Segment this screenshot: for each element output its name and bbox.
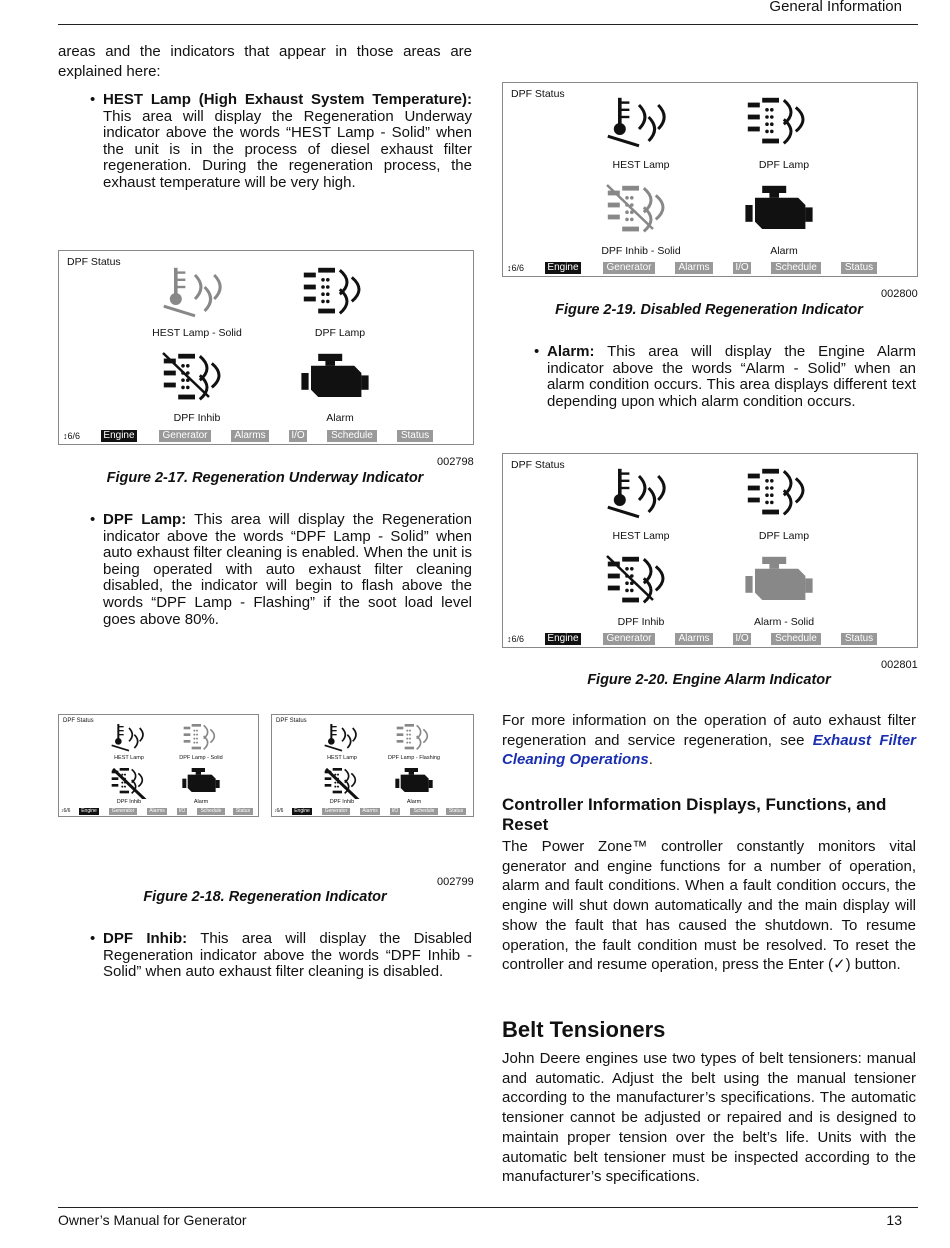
bullet-hest <box>90 91 472 192</box>
figure-number: 002801 <box>881 659 918 671</box>
page-number: 13 <box>886 1212 902 1228</box>
hest-label: HEST Lamp <box>327 755 357 761</box>
panel-title: DPF Status <box>511 459 565 471</box>
engine-alarm-icon <box>394 765 434 799</box>
footer-manual-title: Owner’s Manual for Generator <box>58 1212 247 1228</box>
engine-alarm-icon <box>181 765 221 799</box>
bullet-text: This area will display the Disabled Regeneration indicator above the words “DPF Inhib - Solid” when auto exhaust filter cleaning is disabled. <box>103 930 472 981</box>
tab-bar <box>503 262 917 277</box>
bullet-text: This area will display the Regeneration Underway indicator above the words “HEST Lamp - Solid” when the unit is in the process of diesel exhaust filter regeneration. During the regeneration process, the exhaust temperature will be very high. <box>103 107 472 191</box>
dpf-inhib-label: DPF Inhib <box>173 412 221 424</box>
alarm-label: Alarm <box>326 412 354 424</box>
panel-title: DPF Status <box>511 88 565 100</box>
hest-label: HEST Lamp - Solid <box>152 327 242 339</box>
more-info-end: . <box>648 751 653 769</box>
bullet-dot: • <box>90 930 96 947</box>
hest-lamp-icon <box>603 464 675 524</box>
tab-engine: Engine <box>545 262 581 274</box>
tab-bar <box>272 808 473 816</box>
figure-2-18-panel-b <box>271 714 474 817</box>
page-indicator: ↕6/6 <box>507 263 525 273</box>
intro-text: areas and the indicators that appear in those areas are explained here: <box>58 43 472 80</box>
page-indicator: ↕6/6 <box>63 431 81 441</box>
dpf-lamp-icon <box>743 93 815 153</box>
tab-alarms: Alarms <box>675 633 713 645</box>
tab-engine: Engine <box>292 808 312 815</box>
tab-alarms: Alarms <box>147 808 167 815</box>
figure-number: 002798 <box>437 456 474 468</box>
bullet-term: Alarm: <box>547 343 595 360</box>
dpf-inhib-icon <box>159 349 231 409</box>
tab-schedule: Schedule <box>771 633 821 645</box>
tab-schedule: Schedule <box>410 808 438 815</box>
tab-generator: Generator <box>159 430 211 442</box>
dpf-lamp-label: DPF Lamp <box>758 530 810 542</box>
tab-schedule: Schedule <box>771 262 821 274</box>
page-indicator: ↕6/6 <box>61 808 71 814</box>
page-indicator: ↕6/6 <box>507 634 525 644</box>
tab-status: Status <box>233 808 253 815</box>
more-info-paragraph <box>502 711 916 770</box>
figure-2-20-caption: Figure 2-20. Engine Alarm Indicator <box>587 672 831 688</box>
tab-engine: Engine <box>79 808 99 815</box>
hest-lamp-icon <box>322 721 362 755</box>
bullet-text: This area will display the Regeneration indicator above the words “DPF Lamp - Solid” when auto exhaust filter cleaning is enabled. When the unit is being operated with auto exhaust filter cleaning disabled, the indicator will begin to flash above the words “DPF Lamp - Flashing” if the soot load level goes above 80%. <box>103 511 472 628</box>
alarm-label: Alarm <box>770 245 798 257</box>
engine-alarm-icon <box>743 181 815 241</box>
bullet-dot: • <box>90 91 96 108</box>
figure-2-18-panel-a <box>58 714 259 817</box>
page-indicator: ↕6/6 <box>274 808 284 814</box>
figure-2-17-panel <box>58 250 474 445</box>
figure-number: 002799 <box>437 876 474 888</box>
dpf-inhib-label: DPF Inhib <box>329 799 355 805</box>
panel-title: DPF Status <box>67 256 121 268</box>
tab-alarms: Alarms <box>231 430 269 442</box>
tab-status: Status <box>841 262 877 274</box>
dpf-inhib-label: DPF Inhib <box>116 799 142 805</box>
section-title: General Information <box>769 0 902 15</box>
dpf-inhib-icon <box>603 181 675 241</box>
tab-io: I/O <box>178 808 186 814</box>
alarm-label: Alarm <box>193 799 209 805</box>
exhaust-filter-link[interactable]: Exhaust Filter Cleaning Operations <box>502 731 916 769</box>
dpf-inhib-label: DPF Inhib <box>617 616 665 628</box>
hest-lamp-icon <box>603 93 675 153</box>
tab-generator: Generator <box>109 808 137 815</box>
tab-io: I/O <box>289 430 307 442</box>
bullet-term: HEST Lamp (High Exhaust System Temperature): <box>103 91 472 108</box>
dpf-lamp-label: DPF Lamp <box>758 159 810 171</box>
dpf-lamp-icon <box>181 721 221 755</box>
bullet-alarm <box>534 343 916 410</box>
tab-bar <box>59 430 473 445</box>
dpf-lamp-icon <box>394 721 434 755</box>
controller-text: The Power Zone™ controller constantly monitors vital generator and engine functions for a number of operation, alarm and fault conditions. When a fault condition occurs, the engine will shut down automatically and the main display will show the fault that has caused the shutdown. To resume operation, the fault condition must be resolved. To reset the controller and resume operation, press the Enter (✓) button. <box>502 838 916 974</box>
bullet-dpf-lamp <box>90 511 472 628</box>
tab-bar <box>503 633 917 648</box>
tab-status: Status <box>446 808 466 815</box>
tab-generator: Generator <box>322 808 350 815</box>
panel-title: DPF Status <box>63 718 94 724</box>
tab-engine: Engine <box>545 633 581 645</box>
tab-status: Status <box>841 633 877 645</box>
hest-lamp-icon <box>109 721 149 755</box>
dpf-inhib-icon <box>322 765 362 799</box>
bullet-dot: • <box>90 511 96 528</box>
page-footer <box>58 1207 918 1228</box>
tab-generator: Generator <box>603 633 655 645</box>
tab-status: Status <box>397 430 433 442</box>
controller-heading: Controller Information Displays, Functions, and Reset <box>502 795 887 834</box>
bullet-term: DPF Lamp: <box>103 511 187 528</box>
hest-lamp-icon <box>159 263 231 323</box>
figure-2-19-caption: Figure 2-19. Disabled Regeneration Indicator <box>555 302 863 318</box>
alarm-label: Alarm - Solid <box>753 616 815 628</box>
tab-io: I/O <box>733 633 751 645</box>
alarm-label: Alarm <box>406 799 422 805</box>
tab-io: I/O <box>733 262 751 274</box>
figure-2-19-panel <box>502 82 918 277</box>
dpf-lamp-label: DPF Lamp <box>314 327 366 339</box>
dpf-lamp-icon <box>743 464 815 524</box>
tab-generator: Generator <box>603 262 655 274</box>
tab-io: I/O <box>391 808 399 814</box>
figure-2-17-caption: Figure 2-17. Regeneration Underway Indicator <box>106 470 424 486</box>
dpf-inhib-label: DPF Inhib - Solid <box>601 245 681 257</box>
tab-engine: Engine <box>101 430 137 442</box>
figure-2-20-panel <box>502 453 918 648</box>
figure-2-18-caption: Figure 2-18. Regeneration Indicator <box>143 889 387 905</box>
hest-label: HEST Lamp <box>612 159 670 171</box>
dpf-lamp-icon <box>299 263 371 323</box>
tab-bar <box>59 808 258 816</box>
dpf-lamp-label: DPF Lamp - Flashing <box>388 755 440 761</box>
hest-label: HEST Lamp <box>612 530 670 542</box>
belt-heading: Belt Tensioners <box>502 1017 666 1042</box>
dpf-lamp-label: DPF Lamp - Solid <box>179 755 223 761</box>
engine-alarm-icon <box>743 552 815 612</box>
tab-alarms: Alarms <box>675 262 713 274</box>
hest-label: HEST Lamp <box>114 755 144 761</box>
tab-schedule: Schedule <box>197 808 225 815</box>
engine-alarm-icon <box>299 349 371 409</box>
bullet-term: DPF Inhib: <box>103 930 188 947</box>
bullet-dpf-inhib <box>90 930 472 981</box>
belt-text: John Deere engines use two types of belt tensioners: manual and automatic. Adjust the belt using the manual tensioner according to the manufacturer’s specifications. The automatic tensioner cannot be adjusted or repaired and is designed to maintain proper tension over the belt’s life. Units with the automatic belt tensioner must be inspected according to the manufacturer’s specifications. <box>502 1050 916 1186</box>
panel-title: DPF Status <box>276 718 307 724</box>
more-info-text: For more information on the operation of auto exhaust filter regeneration and service regeneration, see <box>502 712 916 749</box>
figure-number: 002800 <box>881 288 918 300</box>
tab-alarms: Alarms <box>360 808 380 815</box>
tab-schedule: Schedule <box>327 430 377 442</box>
bullet-dot: • <box>534 343 540 360</box>
page-header <box>58 0 918 25</box>
dpf-inhib-icon <box>603 552 675 612</box>
bullet-text: This area will display the Engine Alarm indicator above the words “Alarm - Solid” when an alarm condition occurs. This area displays different text depending upon which alarm condition occurs. <box>547 343 916 410</box>
dpf-inhib-icon <box>109 765 149 799</box>
